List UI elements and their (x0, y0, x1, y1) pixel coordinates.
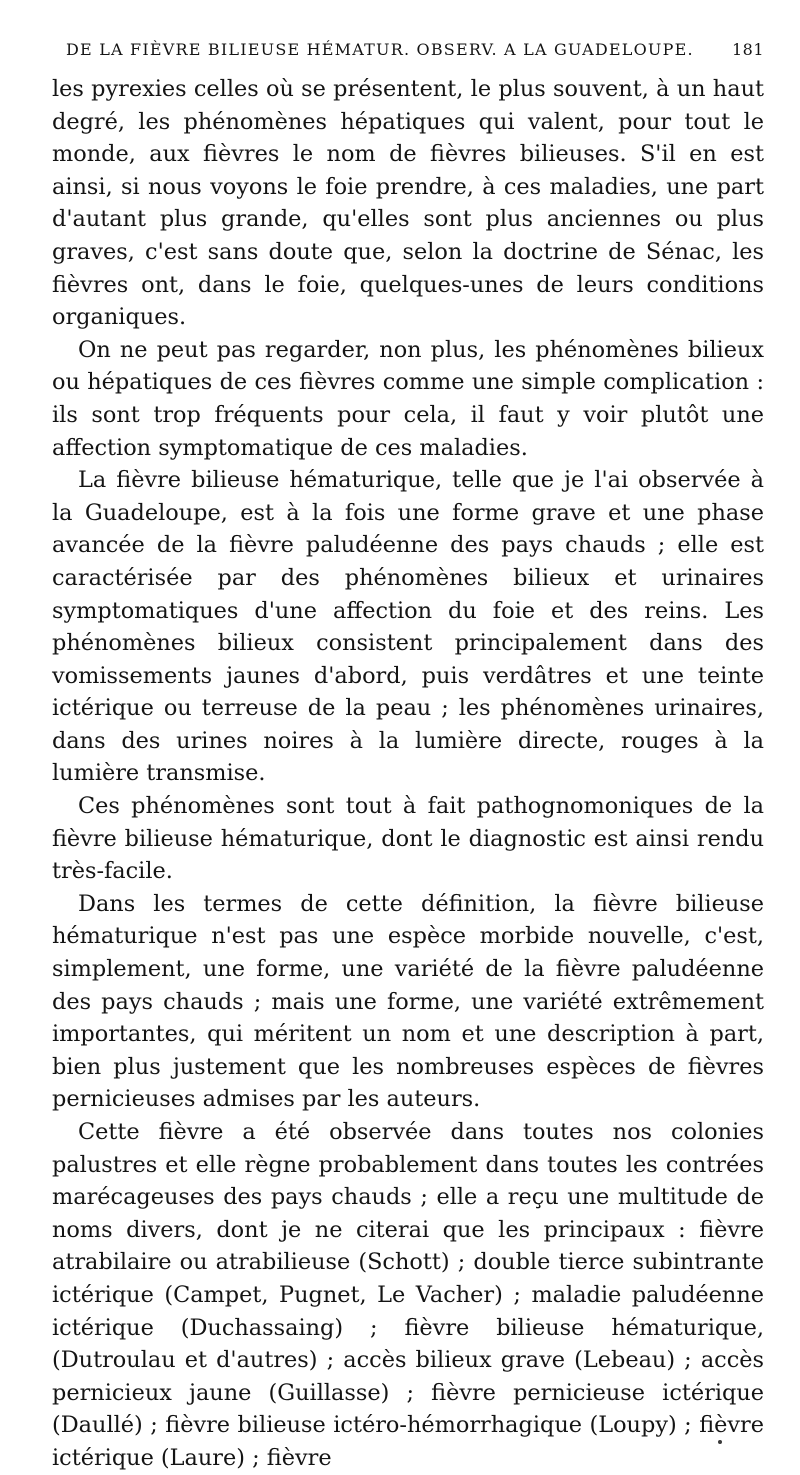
body-text (52, 73, 764, 1475)
book-page (52, 40, 764, 1475)
paragraph-variety: Dans les termes de cette définition, la fièvre bilieuse hématurique n'est pas une espèce morbide nouvelle, c'est, simplement, une forme, une variété de la fièvre paludéenne des pays chauds ; mais une forme, une variété extrêmement importantes, qui méritent un nom et une description à part, bien plus justement que les nombreuses espèces de fièvres pernicieuses admises par les auteurs. (52, 890, 764, 1113)
paragraph-names: Cette fièvre a été observée dans toutes nos colonies palustres et elle règne probablement dans toutes les contrées marécageuses des pays chauds ; elle a reçu une multitude de noms divers, dont je ne citerai que les principaux : fièvre atrabilaire ou atrabilieuse (Schott) ; double tierce subintrante ictérique (Campet, Pugnet, Le Vacher) ; maladie paludéenne ictérique (Duchassaing) ; fièvre bilieuse hématurique, (Dutroulau et d'autres) ; accès bilieux grave (Lebeau) ; accès pernicieux jaune (Guillasse) ; fièvre pernicieuse ictérique (Daullé) ; fièvre bilieuse ictéro-hémorrhagique (Loupy) ; fièvre ictérique (Laure) ; fièvre (52, 1119, 764, 1471)
running-header (52, 40, 764, 59)
print-speck (718, 1440, 722, 1444)
paragraph-continuation: les pyrexies celles où se présentent, le plus souvent, à un haut degré, les phénomènes hépatiques qui valent, pour tout le monde, aux fièvres le nom de fièvres bilieuses. S'il en est ainsi, si nous voyons le foie prendre, à ces maladies, une part d'autant plus grande, qu'elles sont plus anciennes ou plus graves, c'est sans doute que, selon la doctrine de Sénac, les fièvres ont, dans le foie, quelques-unes de leurs conditions organiques. (52, 76, 764, 331)
running-title: DE LA FIÈVRE BILIEUSE HÉMATUR. OBSERV. A LA GUADELOUPE. (66, 40, 694, 59)
page-number: 181 (731, 40, 764, 59)
paragraph-diagnosis: Ces phénomènes sont tout à fait pathognomoniques de la fièvre bilieuse hématurique, dont le diagnostic est ainsi rendu très-facile. (52, 793, 764, 885)
paragraph-definition: La fièvre bilieuse hématurique, telle que je l'ai observée à la Guadeloupe, est à la fois une forme grave et une phase avancée de la fièvre paludéenne des pays chauds ; elle est caractérisée par des phénomènes bilieux et urinaires symptomatiques d'une affection du foie et des reins. Les phénomènes bilieux consistent principalement dans des vomissements jaunes d'abord, puis verdâtres et une teinte ictérique ou terreuse de la peau ; les phénomènes urinaires, dans des urines noires à la lumière directe, rouges à la lumière transmise. (52, 467, 764, 787)
paragraph-complication: On ne peut pas regarder, non plus, les phénomènes bilieux ou hépatiques de ces fièvres comme une simple complication : ils sont trop fréquents pour cela, il faut y voir plutôt une affection symptomatique de ces maladies. (52, 336, 764, 461)
